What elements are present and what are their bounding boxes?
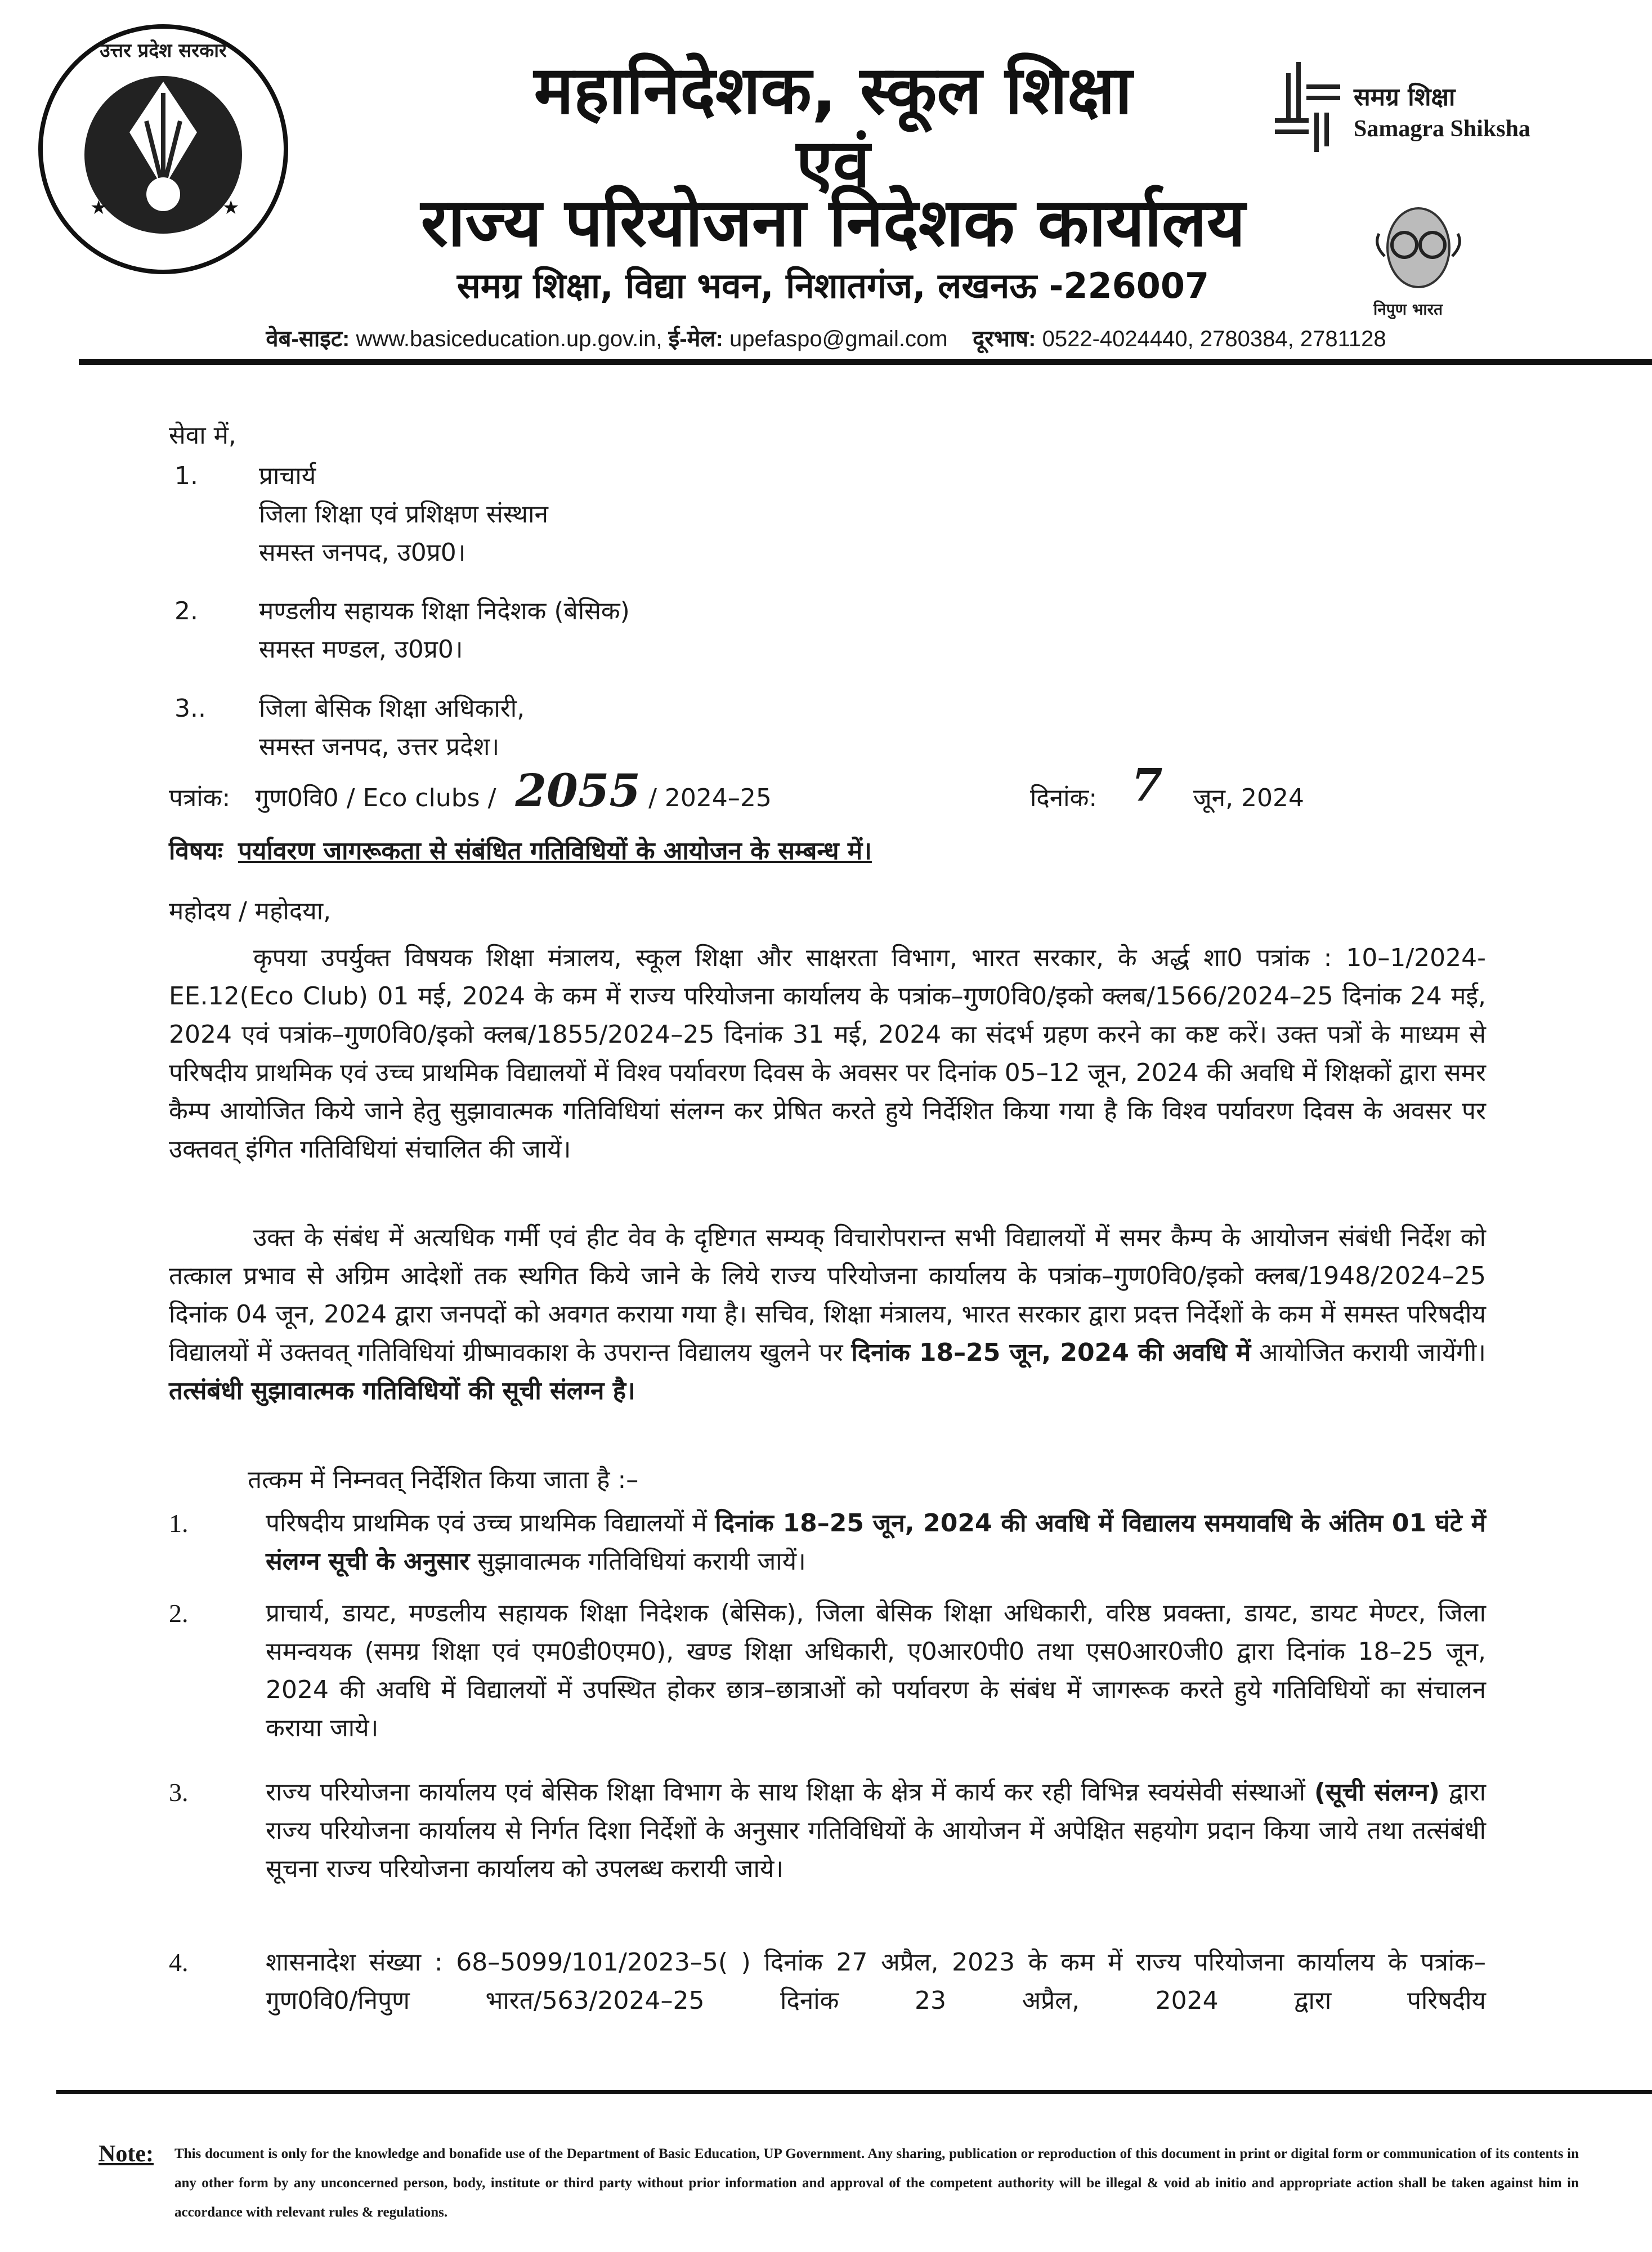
svg-text:★: ★ [222,196,240,219]
handwritten-date-day: 7 [1131,758,1163,811]
nipun-bharat-logo [1362,194,1486,329]
recipient-line: समस्त जनपद, उ0प्र0। [259,538,466,567]
recipient-number: 2. [174,597,198,625]
paragraph-text: कृपया उपर्युक्त विषयक शिक्षा मंत्रालय, स्कूल शिक्षा और साक्षरता विभाग, भारत सरकार, के अर्द्ध शा0 पत्रांक : 10–1/2024-EE.12(Eco Club) 01 मई, 2024 के कम में राज्य परियोजना कार्यालय के पत्रांक–गुण0वि0/इको क्लब/1566/2024–25 दिनांक 24 मई, 2024 एवं पत्रांक–गुण0वि0/इको क्लब/1855/2024–25 दिनांक 31 मई, 2024 का संदर्भ ग्रहण करने का कष्ट करें। उक्त पत्रों के माध्यम से परिषदीय प्राथमिक एवं उच्च प्राथमिक विद्यालयों में विश्व पर्यावरण दिवस के अवसर पर दिनांक 05–12 जून, 2024 की अवधि में शिक्षकों द्वारा समर कैम्प आयोजित किये जाने हेतु सुझावात्मक गतिविधियां संलग्न कर प्रेषित करते हुये निर्देशित किया गया है कि विश्व पर्यावरण दिवस के अवसर पर उक्तवत् इंगित गतिविधियां संचालित की जायें। [169,944,1486,1164]
item-text: परिषदीय प्राथमिक एवं उच्च प्राथमिक विद्यालयों में [266,1509,715,1538]
paragraph-bold-text: दिनांक 18–25 जून, 2024 की अवधि में [851,1338,1251,1367]
recipient-line: जिला शिक्षा एवं प्रशिक्षण संस्थान [259,500,548,529]
reference-prefix: गुण0वि0 / Eco clubs / [255,784,496,812]
recipient-number: 1. [174,462,198,490]
up-government-seal [34,20,293,279]
item-text: सुझावात्मक गतिविधियां करायी जायें। [469,1547,806,1576]
seva-me: सेवा में, [169,421,236,450]
date-label: दिनांक: [1030,784,1098,812]
reference-suffix: / 2024–25 [648,784,772,812]
paragraph-text: आयोजित करायी जायेंगी। [1251,1338,1486,1367]
recipient-line: प्राचार्य [259,462,316,490]
item-text: राज्य परियोजना कार्यालय एवं बेसिक शिक्षा विभाग के साथ शिक्षा के क्षेत्र में कार्य कर रही विभिन्न स्वयंसेवी संस्थाओं [266,1778,1314,1807]
subject-label: विषयः [169,837,223,865]
nipun-bharat-icon [1362,194,1475,290]
samagra-english: Samagra Shiksha [1354,116,1530,142]
item-text: शासनादेश संख्या : 68–5099/101/2023–5( ) दिनांक 27 अप्रैल, 2023 के कम में राज्य परियोजना कार्यालय के पत्रांक–गुण0वि0/निपुण भारत/563/2024–25 दिनांक 23 अप्रैल, 2024 द्वारा परिषदीय [266,1948,1486,2015]
subject-line [169,832,872,870]
item-number: 2. [169,1599,189,1628]
item-text: द्वारा राज्य परियोजना कार्यालय से निर्गत दिशा निर्देशों के अनुसार गतिविधियों के आयोजन में अपेक्षित सहयोग प्रदान किया जाये तथा तत्संबंधी सूचना राज्य परियोजना कार्यालय को उपलब्ध करायी जाये। [266,1778,1487,1883]
paragraph-text: उक्त के संबंध में अत्यधिक गर्मी एवं हीट वेव के दृष्टिगत सम्यक् विचारोपरान्त सभी विद्यालयों में समर कैम्प के आयोजन संबंधी निर्देश को तत्काल प्रभाव से अग्रिम आदेशों तक स्थगित किये जाने के लिये राज्य परियोजना कार्यालय के पत्रांक–गुण0वि0/इको क्लब/1948/2024–25 दिनांक 04 जून, 2024 द्वारा जनपदों को अवगत कराया गया है। सचिव, शिक्षा मंत्रालय, भारत सरकार द्वारा प्रदत्त निर्देशों के कम में समस्त परिषदीय विद्यालयों में उक्तवत् गतिविधियां ग्रीष्मावकाश के उपरान्त विद्यालय खुलने पर [169,1223,1486,1367]
item-number: 1. [169,1509,189,1538]
website-label: वेब-साइट: [266,327,350,351]
email-link[interactable]: upefaspo@gmail.com [729,327,948,351]
directive-intro: तत्कम में निम्नवत् निर्देशित किया जाता है :– [248,1465,639,1494]
footer-divider [56,2090,1652,2094]
paragraph-2 [169,1219,1486,1410]
recipient-number: 3.. [174,694,206,723]
office-address: समग्र शिक्षा, विद्या भवन, निशातगंज, लखनऊ -226007 [456,265,1210,306]
item-text: प्राचार्य, डायट, मण्डलीय सहायक शिक्षा निदेशक (बेसिक), जिला बेसिक शिक्षा अधिकारी, वरिष्ठ प्रवक्ता, डायट, डायट मेण्टर, जिला समन्वयक (समग्र शिक्षा एवं एम0डी0एम0), खण्ड शिक्षा अधिकारी, ए0आर0पी0 तथा एस0आर0जी0 द्वारा दिनांक 18–25 जून, 2024 की अवधि में विद्यालयों में उपस्थित होकर छात्र–छात्राओं को पर्यावरण के संबंध में जागरूक करते हुये गतिविधियों का संचालन कराया जाये। [266,1599,1486,1742]
reference-line [169,758,1323,822]
contact-line [0,322,1652,353]
seal-text: उत्तर प्रदेश सरकार [100,39,227,62]
paragraph-bold-text: तत्संबंधी सुझावात्मक गतिविधियों की सूची संलग्न है। [169,1377,635,1405]
office-title-line2: एवं [796,124,870,202]
subject-text: पर्यावरण जागरूकता से संबंधित गतिविधियों के आयोजन के सम्बन्ध में। [238,837,872,865]
item-bold-text: (सूची संलग्न) [1314,1778,1440,1807]
samagra-shiksha-logo [1269,56,1584,158]
directive-item-3 [169,1773,1486,1888]
paragraph-1 [169,939,1486,1169]
header-divider [79,359,1652,365]
email-label: ई-मेल: [668,327,723,351]
phone-label: दूरभाष: [972,327,1036,351]
svg-text:★: ★ [90,196,108,219]
reference-label: पत्रांक: [169,784,231,812]
item-bold-text: दिनांक 18–25 जून, 2024 की अवधि में विद्यालय समयावधि के अंतिम 01 घंटे में संलग्न सूची के अनुसार [266,1509,1486,1576]
note-text: This document is only for the knowledge and bonafide use of the Department of Basic Education, UP Government. Any sharing, publication or reproduction of this document in print or digital form or communication of its contents in any other form by any unconcerned person, body, institute or third party without prior information and approval of the competent authority will be illegal & void ab initio and appropriate action shall be taken against him in accordance with relevant rules & regulations. [174,2146,1579,2220]
samagra-shiksha-icon [1269,56,1348,158]
directive-item-4 [169,1943,1486,2020]
nipun-caption: निपुण भारत [1373,300,1443,319]
recipient-line: समस्त मण्डल, उ0प्र0। [259,635,463,664]
recipient-3 [174,690,525,766]
item-number: 4. [169,1948,189,1977]
samagra-hindi: समग्र शिक्षा [1354,83,1456,111]
note-label: Note: [99,2141,154,2167]
office-title-line1: महानिदेशक, स्कूल शिक्षा [534,51,1132,129]
office-title-line3: राज्य परियोजना निदेशक कार्यालय [420,184,1246,261]
website-link[interactable]: www.basiceducation.up.gov.in, [356,327,662,351]
recipient-line: जिला बेसिक शिक्षा अधिकारी, [259,694,525,723]
handwritten-letter-number: 2055 [515,764,641,817]
recipient-1 [174,457,548,572]
directive-item-1 [169,1504,1486,1581]
phone-numbers: 0522-4024440, 2780384, 2781128 [1042,327,1386,351]
date-rest: जून, 2024 [1193,784,1305,812]
item-number: 3. [169,1778,189,1807]
recipient-line: मण्डलीय सहायक शिक्षा निदेशक (बेसिक) [259,597,630,625]
salutation: महोदय / महोदया, [169,897,332,926]
footer-note [99,2139,1579,2227]
recipient-2 [174,592,630,669]
directive-item-2 [169,1594,1486,1748]
recipient-line: समस्त जनपद, उत्तर प्रदेश। [259,732,500,761]
